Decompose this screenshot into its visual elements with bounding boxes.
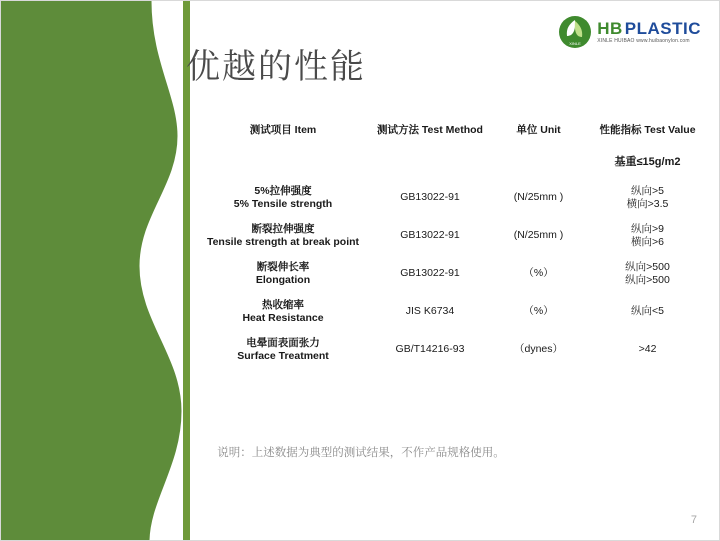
basis-weight-note: 基重≤15g/m2 — [614, 156, 681, 169]
row-item-cn: 电晕面表面张力 — [246, 336, 320, 349]
row-value — [586, 223, 709, 250]
table-header-row — [197, 123, 709, 137]
table-header-value: 性能指标 Test Value — [599, 124, 696, 136]
row-unit: （%） — [523, 305, 554, 318]
row-unit: （dynes） — [513, 343, 564, 356]
logo-wordmark — [597, 20, 701, 37]
row-unit: （%） — [523, 267, 554, 280]
logo-text — [597, 20, 701, 44]
footnote-text: 说明：上述数据为典型的测试结果，不作产品规格使用。 — [217, 445, 505, 459]
row-unit: (N/25mm ) — [513, 191, 564, 204]
row-value-line: 纵向>9 — [631, 222, 664, 235]
row-item-cn: 热收缩率 — [262, 298, 304, 311]
row-method: GB13022-91 — [400, 229, 460, 242]
row-item-en: Tensile strength at break point — [206, 236, 360, 249]
performance-table — [197, 123, 709, 369]
row-item — [197, 223, 369, 250]
table-row — [197, 293, 709, 331]
row-value-line: 横向>3.5 — [626, 198, 669, 211]
row-item — [197, 337, 369, 364]
table-row — [197, 331, 709, 369]
row-method: GB13022-91 — [400, 267, 460, 280]
row-item — [197, 299, 369, 326]
row-value — [586, 185, 709, 212]
row-item-cn: 断裂拉伸强度 — [251, 222, 315, 235]
page-number: 7 — [690, 514, 697, 526]
row-method: JIS K6734 — [405, 305, 455, 318]
row-method: GB/T14216-93 — [395, 343, 465, 356]
row-item — [197, 185, 369, 212]
row-value-line: 纵向>500 — [625, 260, 670, 273]
page-title: 优越的性能 — [186, 47, 366, 87]
row-unit: (N/25mm ) — [513, 229, 564, 242]
table-row — [197, 217, 709, 255]
logo-hb-text: HB — [597, 19, 623, 38]
logo-plastic-text: PLASTIC — [624, 19, 701, 38]
table-header-item: 测试项目 Item — [249, 124, 317, 136]
row-value-line: 横向>6 — [631, 236, 664, 249]
table-header-unit: 单位 Unit — [516, 124, 561, 136]
row-item-cn: 断裂伸长率 — [256, 260, 310, 273]
svg-text:XINLE: XINLE — [569, 41, 581, 46]
table-row — [197, 179, 709, 217]
logo-subtitle: XINLE HUIBAO www.huibaonylon.com — [597, 38, 690, 44]
table-body — [197, 179, 709, 369]
row-item-en: Surface Treatment — [237, 350, 329, 363]
row-item-en: Elongation — [255, 274, 311, 287]
row-value — [586, 305, 709, 319]
row-value-line: 纵向>5 — [631, 184, 664, 197]
table-row — [197, 255, 709, 293]
row-value-line: 纵向>500 — [625, 274, 670, 287]
row-value — [586, 343, 709, 357]
row-method: GB13022-91 — [400, 191, 460, 204]
table-header-method: 测试方法 Test Method — [377, 124, 483, 136]
logo-leaf-icon — [558, 15, 592, 49]
row-item-en: Heat Resistance — [242, 312, 324, 325]
row-value — [586, 261, 709, 288]
row-value-line: 纵向<5 — [631, 305, 664, 318]
row-item — [197, 261, 369, 288]
row-item-en: 5% Tensile strength — [233, 198, 333, 211]
left-green-band — [1, 1, 201, 541]
row-value-line: >42 — [638, 343, 657, 356]
row-item-cn: 5%拉伸强度 — [254, 184, 312, 197]
company-logo — [558, 15, 701, 49]
